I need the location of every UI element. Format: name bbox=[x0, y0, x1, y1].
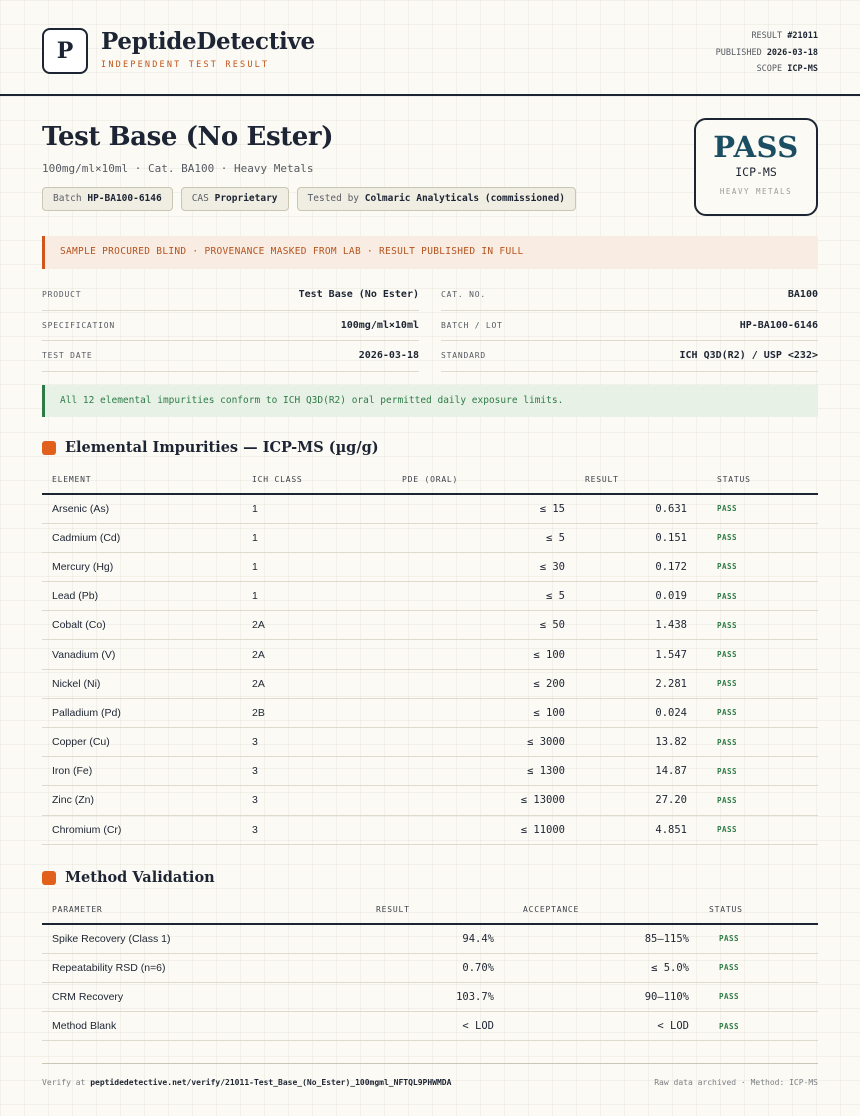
table-row bbox=[42, 757, 818, 786]
element-name: Palladium (Pd) bbox=[42, 698, 242, 727]
verdict-word: PASS bbox=[713, 130, 799, 164]
verify-line: Verify at peptidedetective.net/verify/21011-Test_Base_(No_Ester)_100mgml_NFTQL9PHWMDA bbox=[42, 1078, 452, 1087]
table-row bbox=[42, 1012, 818, 1041]
status-badge: PASS bbox=[697, 757, 818, 786]
impurities-heading bbox=[42, 439, 379, 456]
verdict-method: ICP-MS bbox=[735, 165, 777, 179]
pde-limit: ≤ 30 bbox=[372, 552, 575, 581]
element-name: Nickel (Ni) bbox=[42, 669, 242, 698]
pde-limit: ≤ 100 bbox=[372, 698, 575, 727]
column-header: ELEMENT bbox=[42, 466, 242, 494]
parameter-name: Spike Recovery (Class 1) bbox=[42, 924, 314, 953]
ich-class: 2A bbox=[242, 640, 372, 669]
footer-note: Raw data archived · Method: ICP-MS bbox=[654, 1078, 818, 1087]
column-header: ACCEPTANCE bbox=[504, 896, 699, 924]
validation-table bbox=[42, 896, 818, 1041]
table-row bbox=[42, 815, 818, 844]
page-header bbox=[0, 0, 860, 96]
result-value: < LOD bbox=[314, 1012, 504, 1041]
pde-limit: ≤ 13000 bbox=[372, 786, 575, 815]
result-id-line: RESULT #21011 bbox=[751, 31, 818, 41]
pde-limit: ≤ 3000 bbox=[372, 728, 575, 757]
status-badge: PASS bbox=[697, 611, 818, 640]
table-row bbox=[42, 669, 818, 698]
result-value: 13.82 bbox=[575, 728, 697, 757]
ich-class: 3 bbox=[242, 786, 372, 815]
table-row bbox=[42, 523, 818, 552]
status-badge: PASS bbox=[697, 640, 818, 669]
table-header-row bbox=[42, 466, 818, 494]
element-name: Copper (Cu) bbox=[42, 728, 242, 757]
status-badge: PASS bbox=[697, 786, 818, 815]
impurities-table bbox=[42, 466, 818, 845]
status-badge: PASS bbox=[697, 815, 818, 844]
acceptance-range: 90–110% bbox=[504, 982, 699, 1011]
status-badge: PASS bbox=[697, 494, 818, 523]
element-name: Lead (Pb) bbox=[42, 582, 242, 611]
pde-limit: ≤ 100 bbox=[372, 640, 575, 669]
brand-name[interactable]: PeptideDetective bbox=[101, 28, 315, 55]
info-row: TEST DATE 2026-03-18 bbox=[42, 341, 419, 372]
pde-limit: ≤ 15 bbox=[372, 494, 575, 523]
result-id: #21011 bbox=[787, 31, 818, 41]
result-value: 103.7% bbox=[314, 982, 504, 1011]
table-header-row bbox=[42, 896, 818, 924]
brand-tagline: INDEPENDENT TEST RESULT bbox=[101, 60, 270, 70]
cas-chip: CAS Proprietary bbox=[181, 187, 289, 211]
status-badge: PASS bbox=[697, 552, 818, 581]
result-value: 0.151 bbox=[575, 523, 697, 552]
ich-class: 2A bbox=[242, 669, 372, 698]
column-header: ICH CLASS bbox=[242, 466, 372, 494]
pde-limit: ≤ 1300 bbox=[372, 757, 575, 786]
info-row: STANDARD ICH Q3D(R2) / USP <232> bbox=[441, 341, 818, 372]
acceptance-range: 85–115% bbox=[504, 924, 699, 953]
element-name: Chromium (Cr) bbox=[42, 815, 242, 844]
impurities-body bbox=[42, 494, 818, 844]
table-row bbox=[42, 953, 818, 982]
published-line: PUBLISHED 2026-03-18 bbox=[715, 47, 818, 58]
element-name: Cadmium (Cd) bbox=[42, 523, 242, 552]
procurement-notice: SAMPLE PROCURED BLIND · PROVENANCE MASKED FROM LAB · RESULT PUBLISHED IN FULL bbox=[42, 236, 818, 269]
table-row bbox=[42, 982, 818, 1011]
ich-class: 3 bbox=[242, 757, 372, 786]
element-name: Mercury (Hg) bbox=[42, 552, 242, 581]
ich-class: 2B bbox=[242, 698, 372, 727]
table-row bbox=[42, 924, 818, 953]
status-badge: PASS bbox=[697, 523, 818, 552]
acceptance-range: < LOD bbox=[504, 1012, 699, 1041]
tested-by-chip: Tested by Colmaric Analyticals (commissioned) bbox=[297, 187, 576, 211]
column-header: RESULT bbox=[575, 466, 697, 494]
pde-limit: ≤ 5 bbox=[372, 523, 575, 552]
impurities-title: Elemental Impurities — ICP-MS (µg/g) bbox=[65, 439, 379, 456]
status-badge: PASS bbox=[697, 728, 818, 757]
info-row: SPECIFICATION 100mg/ml×10ml bbox=[42, 311, 419, 342]
column-header: RESULT bbox=[314, 896, 504, 924]
element-name: Zinc (Zn) bbox=[42, 786, 242, 815]
conformance-notice: All 12 elemental impurities conform to ICH Q3D(R2) oral permitted daily exposure limits. bbox=[42, 385, 818, 417]
table-row bbox=[42, 640, 818, 669]
scope-value: ICP-MS bbox=[787, 64, 818, 74]
table-row bbox=[42, 552, 818, 581]
ich-class: 1 bbox=[242, 494, 372, 523]
element-name: Arsenic (As) bbox=[42, 494, 242, 523]
table-row bbox=[42, 611, 818, 640]
result-value: 0.019 bbox=[575, 582, 697, 611]
status-badge: PASS bbox=[699, 924, 818, 953]
info-right bbox=[441, 280, 818, 372]
status-badge: PASS bbox=[697, 698, 818, 727]
page-footer bbox=[42, 1063, 818, 1087]
scope-line: SCOPE ICP-MS bbox=[756, 64, 818, 74]
validation-title: Method Validation bbox=[65, 869, 215, 886]
column-header: STATUS bbox=[697, 466, 818, 494]
element-name: Vanadium (V) bbox=[42, 640, 242, 669]
result-value: 1.438 bbox=[575, 611, 697, 640]
ich-class: 1 bbox=[242, 582, 372, 611]
section-marker-icon bbox=[42, 871, 56, 885]
validation-heading bbox=[42, 869, 215, 886]
verify-link[interactable]: peptidedetective.net/verify/21011-Test_Base_(No_Ester)_100mgml_NFTQL9PHWMDA bbox=[90, 1078, 452, 1087]
column-header: PDE (ORAL) bbox=[372, 466, 575, 494]
ich-class: 1 bbox=[242, 552, 372, 581]
verdict-scope: HEAVY METALS bbox=[719, 187, 793, 196]
info-row: CAT. NO. BA100 bbox=[441, 280, 818, 311]
result-value: 0.70% bbox=[314, 953, 504, 982]
ich-class: 3 bbox=[242, 728, 372, 757]
validation-body bbox=[42, 924, 818, 1041]
result-value: 4.851 bbox=[575, 815, 697, 844]
info-left bbox=[42, 280, 419, 372]
status-badge: PASS bbox=[699, 1012, 818, 1041]
page-title: Test Base (No Ester) bbox=[42, 122, 334, 152]
pde-limit: ≤ 50 bbox=[372, 611, 575, 640]
product-subtitle: 100mg/ml×10ml · Cat. BA100 · Heavy Metals bbox=[42, 162, 314, 175]
info-row: BATCH / LOT HP-BA100-6146 bbox=[441, 311, 818, 342]
info-row: PRODUCT Test Base (No Ester) bbox=[42, 280, 419, 311]
table-row bbox=[42, 494, 818, 523]
status-badge: PASS bbox=[699, 982, 818, 1011]
table-row bbox=[42, 728, 818, 757]
status-badge: PASS bbox=[697, 582, 818, 611]
result-value: 1.547 bbox=[575, 640, 697, 669]
column-header: PARAMETER bbox=[42, 896, 314, 924]
batch-chip: Batch HP-BA100-6146 bbox=[42, 187, 173, 211]
result-value: 0.172 bbox=[575, 552, 697, 581]
pde-limit: ≤ 5 bbox=[372, 582, 575, 611]
logo[interactable]: P bbox=[42, 28, 88, 74]
result-value: 27.20 bbox=[575, 786, 697, 815]
product-chips bbox=[42, 187, 576, 211]
ich-class: 3 bbox=[242, 815, 372, 844]
result-value: 0.631 bbox=[575, 494, 697, 523]
table-row bbox=[42, 786, 818, 815]
table-row bbox=[42, 698, 818, 727]
table-row bbox=[42, 582, 818, 611]
section-marker-icon bbox=[42, 441, 56, 455]
parameter-name: Method Blank bbox=[42, 1012, 314, 1041]
result-value: 2.281 bbox=[575, 669, 697, 698]
result-value: 94.4% bbox=[314, 924, 504, 953]
parameter-name: CRM Recovery bbox=[42, 982, 314, 1011]
ich-class: 1 bbox=[242, 523, 372, 552]
element-name: Cobalt (Co) bbox=[42, 611, 242, 640]
pde-limit: ≤ 200 bbox=[372, 669, 575, 698]
ich-class: 2A bbox=[242, 611, 372, 640]
status-badge: PASS bbox=[699, 953, 818, 982]
verdict-stamp bbox=[694, 118, 818, 216]
column-header: STATUS bbox=[699, 896, 818, 924]
result-meta bbox=[716, 28, 818, 78]
published-date: 2026-03-18 bbox=[766, 47, 818, 58]
parameter-name: Repeatability RSD (n=6) bbox=[42, 953, 314, 982]
acceptance-range: ≤ 5.0% bbox=[504, 953, 699, 982]
pde-limit: ≤ 11000 bbox=[372, 815, 575, 844]
result-value: 0.024 bbox=[575, 698, 697, 727]
element-name: Iron (Fe) bbox=[42, 757, 242, 786]
result-value: 14.87 bbox=[575, 757, 697, 786]
status-badge: PASS bbox=[697, 669, 818, 698]
